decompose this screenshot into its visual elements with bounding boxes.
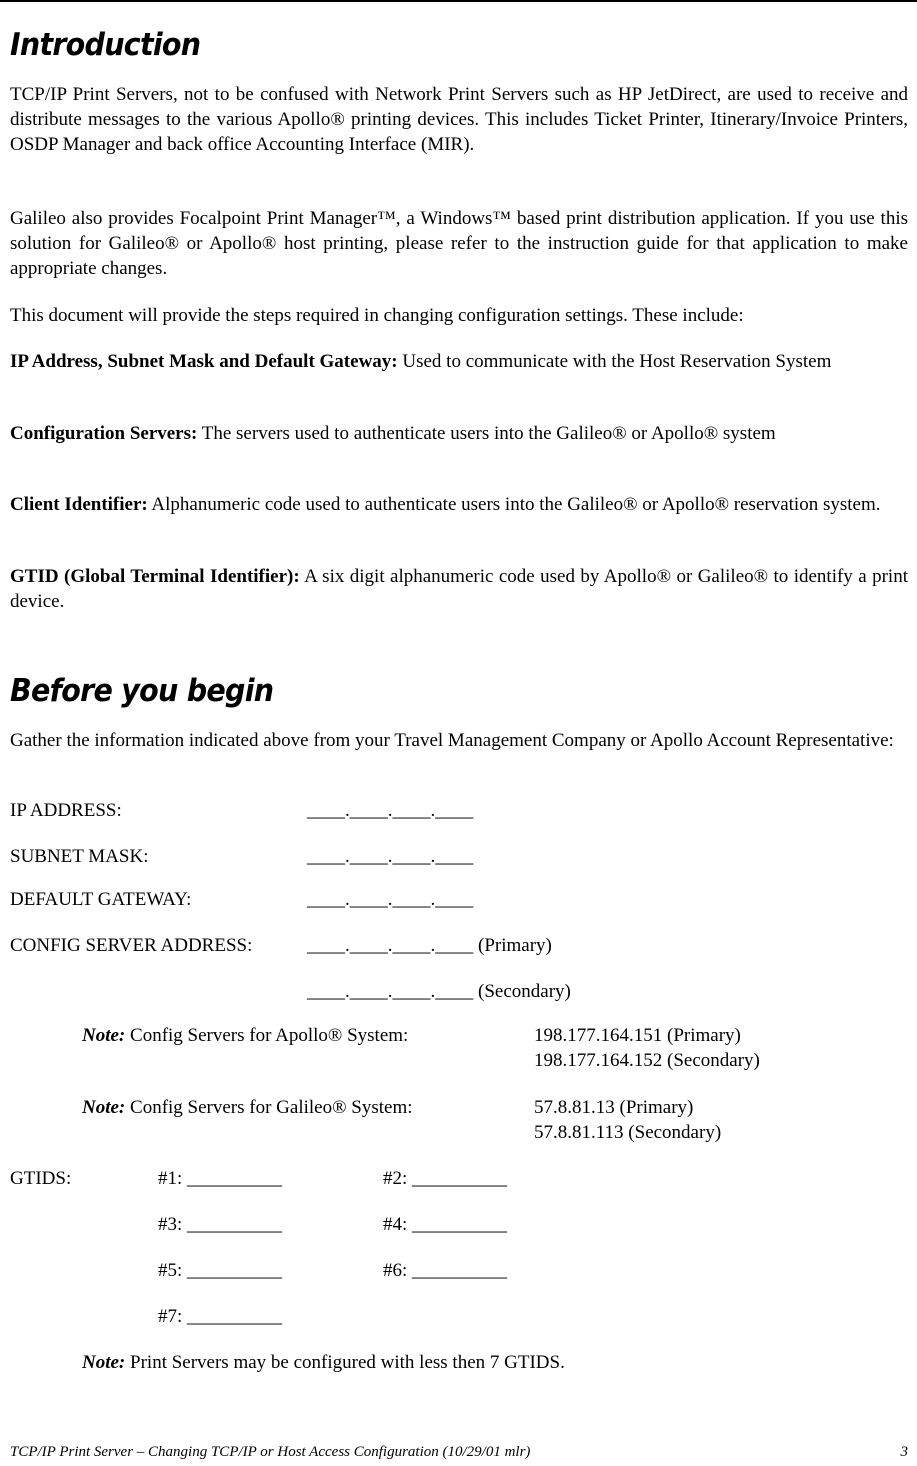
intro-paragraph-1: TCP/IP Print Servers, not to be confused with Network Print Servers such as HP JetDirect, are used to receive and distribute messages to the various Apollo® printing devices. This includes Ticket Printer, Itinerary/Invoice Printers, OSDP Manager and back office Accounting Interface (MIR). xyxy=(10,84,908,155)
gtid-blank-7: #7: __________ xyxy=(158,1306,283,1327)
definition-text: Used to communicate with the Host Reservation System xyxy=(397,351,832,372)
gtid-blank-4: #4: __________ xyxy=(383,1214,508,1235)
note-text xyxy=(82,1350,565,1375)
before-you-begin-heading: Before you begin xyxy=(10,673,274,709)
note-label: Note: xyxy=(82,1025,126,1046)
note-text xyxy=(82,1023,408,1048)
field-blank: ____.____.____.____ xyxy=(307,846,474,867)
definition-term: Client Identifier: xyxy=(10,494,148,515)
field-label: IP ADDRESS: xyxy=(10,800,122,821)
note-label: Note: xyxy=(82,1352,126,1373)
top-rule xyxy=(0,0,917,2)
field-label: SUBNET MASK: xyxy=(10,846,149,867)
definition-config-servers xyxy=(10,421,908,446)
introduction-heading: Introduction xyxy=(10,27,201,63)
field-suffix: (Secondary) xyxy=(473,981,571,1002)
definition-text: Alphanumeric code used to authenticate users into the Galileo® or Apollo® reservation system. xyxy=(147,494,881,515)
definition-text: The servers used to authenticate users into the Galileo® or Apollo® system xyxy=(197,423,776,444)
note-body: Print Servers may be configured with less then 7 GTIDS. xyxy=(125,1352,565,1373)
note-primary-address: 198.177.164.151 (Primary) xyxy=(534,1025,741,1046)
note-body: Config Servers for Apollo® System: xyxy=(125,1025,409,1046)
intro-paragraph-2: Galileo also provides Focalpoint Print Manager™, a Windows™ based print distribution application. If you use this solution for Galileo® or Apollo® host printing, please refer to the instruction guide for that application to make appropriate changes. xyxy=(10,208,908,279)
footer-title: TCP/IP Print Server – Changing TCP/IP or Host Access Configuration (10/29/01 mlr) xyxy=(10,1444,531,1460)
definition-gtid xyxy=(10,564,908,614)
definition-term: Configuration Servers: xyxy=(10,423,198,444)
gtids-label: GTIDS: xyxy=(10,1168,72,1189)
gtid-blank-6: #6: __________ xyxy=(383,1260,508,1281)
field-blank: ____.____.____.____ xyxy=(307,889,474,910)
field-suffix: (Primary) xyxy=(473,935,552,956)
page-footer xyxy=(10,1443,908,1461)
definition-client-identifier xyxy=(10,492,908,517)
note-body: Config Servers for Galileo® System: xyxy=(125,1097,413,1118)
field-label: CONFIG SERVER ADDRESS: xyxy=(10,935,253,956)
page-number: 3 xyxy=(900,1444,908,1460)
field-label: DEFAULT GATEWAY: xyxy=(10,889,192,910)
field-blank-with-suffix xyxy=(307,933,552,958)
before-intro-paragraph: Gather the information indicated above from your Travel Management Company or Apollo Account Representative: xyxy=(10,730,894,751)
definition-term: GTID (Global Terminal Identifier): xyxy=(10,566,300,587)
definition-ip-address xyxy=(10,349,908,374)
note-label: Note: xyxy=(82,1097,126,1118)
field-blank: ____.____.____.____ xyxy=(307,935,474,956)
definition-text: A six digit alphanumeric code used by Apollo® or Galileo® to identify a print device. xyxy=(10,566,908,612)
note-secondary-address: 57.8.81.113 (Secondary) xyxy=(534,1122,722,1143)
field-blank: ____.____.____.____ xyxy=(307,800,474,821)
definition-term: IP Address, Subnet Mask and Default Gateway: xyxy=(10,351,398,372)
note-text xyxy=(82,1095,413,1120)
note-primary-address: 57.8.81.13 (Primary) xyxy=(534,1097,694,1118)
gtid-blank-3: #3: __________ xyxy=(158,1214,283,1235)
field-blank-with-suffix xyxy=(307,979,571,1004)
gtid-blank-2: #2: __________ xyxy=(383,1168,508,1189)
gtid-blank-1: #1: __________ xyxy=(158,1168,283,1189)
field-blank: ____.____.____.____ xyxy=(307,981,474,1002)
note-secondary-address: 198.177.164.152 (Secondary) xyxy=(534,1050,760,1071)
gtid-blank-5: #5: __________ xyxy=(158,1260,283,1281)
intro-paragraph-3: This document will provide the steps required in changing configuration settings. These include: xyxy=(10,305,744,326)
